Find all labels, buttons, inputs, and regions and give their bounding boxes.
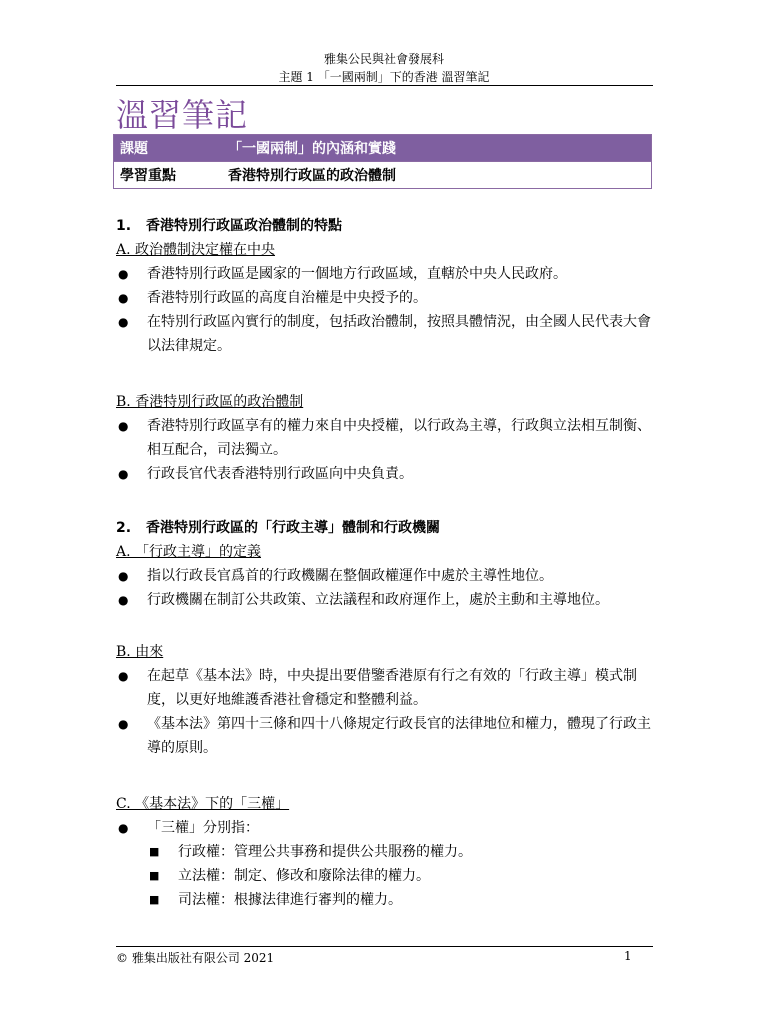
section-2-number: 2. <box>116 520 132 536</box>
section-2b-list <box>116 664 656 760</box>
section-1-title: 香港特別行政區政治體制的特點 <box>146 218 342 234</box>
section-1b-title: B. 香港特別行政區的政治體制 <box>116 394 304 410</box>
square-bullet-icon: ■ <box>149 869 160 882</box>
bullet-icon: ● <box>118 315 129 329</box>
list-item: ● 行政長官代表香港特別行政區向中央負責。 <box>116 462 656 486</box>
bullet-icon: ● <box>118 569 129 583</box>
section-2c-title: C. 《基本法》下的「三權」 <box>116 796 290 812</box>
bullet-icon: ● <box>118 717 129 731</box>
list-item: ● 指以行政長官爲首的行政機關在整個政權運作中處於主導性地位。 <box>116 564 656 588</box>
bullet-icon: ● <box>118 291 129 305</box>
list-item: ● 香港特別行政區享有的權力來自中央授權，以行政為主導，行政與立法相互制衡、相互配合，司法獨立。 <box>116 414 656 462</box>
section-1b-list <box>116 414 656 486</box>
list-item: ● 「三權」分別指： <box>116 816 656 840</box>
bullet-icon: ● <box>118 669 129 683</box>
header-topic: 主題 1 「一國兩制」下的香港 溫習筆記 <box>278 70 490 84</box>
section-2a-title: A. 「行政主導」的定義 <box>116 544 262 560</box>
list-item: ● 香港特別行政區是國家的一個地方行政區域，直轄於中央人民政府。 <box>116 262 656 286</box>
list-item: ● 在特別行政區內實行的制度，包括政治體制，按照具體情況，由全國人民代表大會以法律規定。 <box>116 310 656 358</box>
section-2-heading <box>116 516 656 540</box>
section-1-heading <box>116 214 656 238</box>
bullet-icon: ● <box>118 419 129 433</box>
list-item: ● 《基本法》第四十三條和四十八條規定行政長官的法律地位和權力，體現了行政主導的原則。 <box>116 712 656 760</box>
square-bullet-icon: ■ <box>149 893 160 906</box>
section-2-title: 香港特別行政區的「行政主導」體制和行政機關 <box>146 520 440 536</box>
bullet-icon: ● <box>118 267 129 281</box>
focus-label: 學習重點 <box>120 168 176 184</box>
topic-value: 「一國兩制」的內涵和實踐 <box>228 141 396 157</box>
section-2a-list <box>116 564 656 612</box>
section-1-number: 1. <box>116 218 132 234</box>
focus-row <box>114 161 651 188</box>
list-item: ● 行政機關在制訂公共政策、立法議程和政府運作上，處於主動和主導地位。 <box>116 588 656 612</box>
bullet-icon: ● <box>118 467 129 481</box>
page-number: 1 <box>624 949 632 963</box>
list-item: ● 香港特別行政區的高度自治權是中央授予的。 <box>116 286 656 310</box>
sub-list-item: ■ 立法權：制定、修改和廢除法律的權力。 <box>116 864 656 888</box>
topic-label: 課題 <box>120 141 148 157</box>
page-title: 溫習筆記 <box>116 96 249 134</box>
sub-list-item: ■ 司法權：根據法律進行審判的權力。 <box>116 888 656 912</box>
section-1a-title: A. 政治體制決定權在中央 <box>116 242 276 258</box>
header-subject: 雅集公民與社會發展科 <box>323 52 444 66</box>
bullet-icon: ● <box>118 821 129 835</box>
header-divider <box>116 85 653 86</box>
list-item: ● 在起草《基本法》時，中央提出要借鑒香港原有行之有效的「行政主導」模式制度，以更好地維護香港社會穩定和整體利益。 <box>116 664 656 712</box>
bullet-icon: ● <box>118 593 129 607</box>
topic-table <box>113 134 652 189</box>
footer-copyright: © 雅集出版社有限公司 2021 <box>116 951 275 965</box>
footer-divider <box>116 946 653 947</box>
section-1a-list <box>116 262 656 358</box>
square-bullet-icon: ■ <box>149 845 160 858</box>
focus-value: 香港特別行政區的政治體制 <box>228 168 396 184</box>
section-2c-list <box>116 816 656 912</box>
section-2b-title: B. 由來 <box>116 644 164 660</box>
sub-list-item: ■ 行政權：管理公共事務和提供公共服務的權力。 <box>116 840 656 864</box>
topic-row <box>114 135 651 161</box>
